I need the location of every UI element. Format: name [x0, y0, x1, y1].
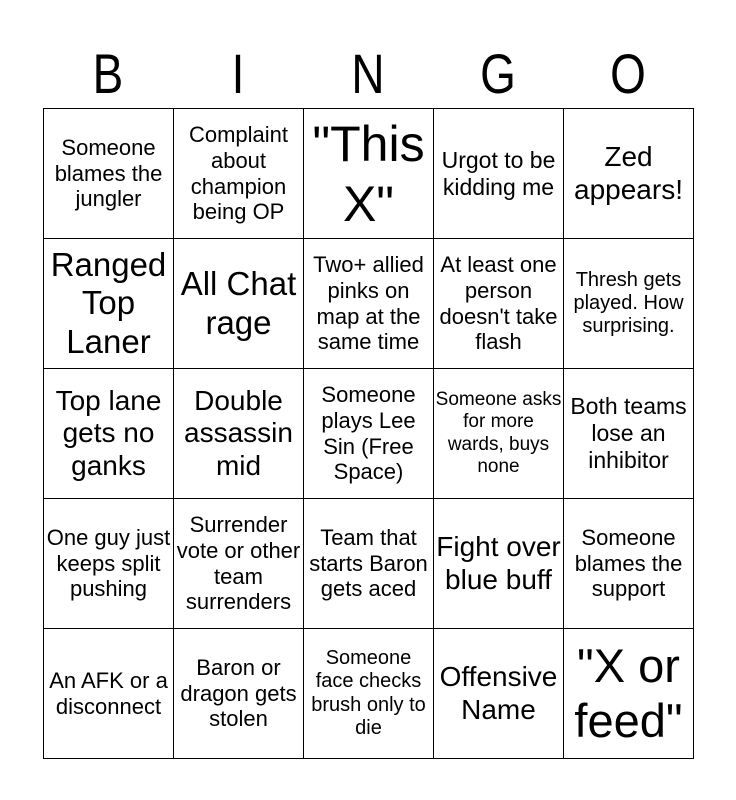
- bingo-cell[interactable]: Thresh gets played. How surprising.: [564, 239, 694, 369]
- board-row: [44, 629, 694, 759]
- header-letter-o: O: [610, 42, 646, 105]
- bingo-cell-free-space[interactable]: Someone plays Lee Sin (Free Space): [304, 369, 434, 499]
- bingo-cell[interactable]: Someone blames the support: [564, 499, 694, 629]
- board-row: [44, 109, 694, 239]
- bingo-cell[interactable]: Baron or dragon gets stolen: [174, 629, 304, 759]
- bingo-cell[interactable]: Offensive Name: [434, 629, 564, 759]
- bingo-cell[interactable]: Someone blames the jungler: [44, 109, 174, 239]
- bingo-cell[interactable]: Surrender vote or other team surrenders: [174, 499, 304, 629]
- board-row: [44, 239, 694, 369]
- bingo-cell[interactable]: Two+ allied pinks on map at the same time: [304, 239, 434, 369]
- header-letter-g: G: [480, 42, 516, 105]
- bingo-cell[interactable]: Fight over blue buff: [434, 499, 564, 629]
- bingo-cell[interactable]: Someone asks for more wards, buys none: [434, 369, 564, 499]
- header-letter-n: N: [351, 42, 385, 105]
- bingo-cell[interactable]: Urgot to be kidding me: [434, 109, 564, 239]
- bingo-cell[interactable]: "X or feed": [564, 629, 694, 759]
- bingo-cell[interactable]: Zed appears!: [564, 109, 694, 239]
- bingo-cell[interactable]: One guy just keeps split pushing: [44, 499, 174, 629]
- bingo-cell[interactable]: At least one person doesn't take flash: [434, 239, 564, 369]
- bingo-cell[interactable]: Double assassin mid: [174, 369, 304, 499]
- bingo-cell[interactable]: Team that starts Baron gets aced: [304, 499, 434, 629]
- bingo-cell[interactable]: An AFK or a disconnect: [44, 629, 174, 759]
- bingo-cell[interactable]: All Chat rage: [174, 239, 304, 369]
- bingo-board: [43, 108, 694, 759]
- bingo-cell[interactable]: Both teams lose an inhibitor: [564, 369, 694, 499]
- header-letter-i: I: [231, 42, 245, 105]
- bingo-cell[interactable]: Top lane gets no ganks: [44, 369, 174, 499]
- bingo-header: [43, 42, 693, 106]
- header-letter-b: B: [92, 42, 124, 105]
- board-row: [44, 499, 694, 629]
- board-row: [44, 369, 694, 499]
- bingo-cell[interactable]: Someone face checks brush only to die: [304, 629, 434, 759]
- bingo-cell[interactable]: Ranged Top Laner: [44, 239, 174, 369]
- bingo-cell[interactable]: "This X": [304, 109, 434, 239]
- bingo-cell[interactable]: Complaint about champion being OP: [174, 109, 304, 239]
